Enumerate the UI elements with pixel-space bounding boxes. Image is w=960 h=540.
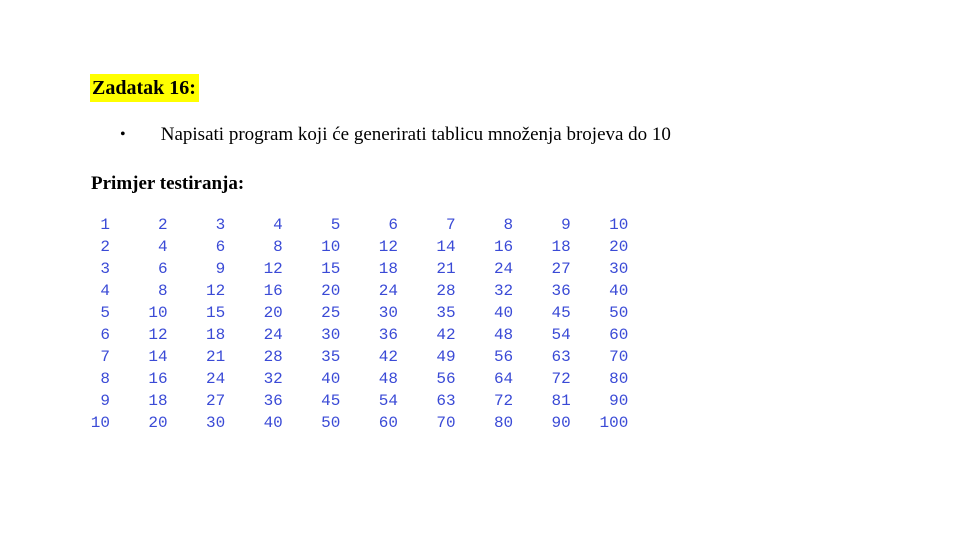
table-cell: 72 (551, 370, 571, 388)
task-text: Napisati program koji će generirati tablicu množenja brojeva do 10 (160, 124, 671, 145)
table-cell: 15 (205, 304, 226, 322)
table-cell: 40 (609, 282, 629, 300)
table-cell: 24 (205, 370, 226, 388)
table-cell: 27 (551, 260, 571, 278)
table-cell: 54 (378, 392, 398, 410)
table-cell: 32 (493, 282, 514, 300)
table-cell: 28 (436, 282, 456, 300)
task-description (120, 122, 671, 148)
table-cell: 9 (561, 216, 571, 234)
table-cell: 7 (100, 348, 110, 366)
table-cell: 5 (100, 304, 110, 322)
table-row (89, 258, 628, 280)
table-cell: 18 (551, 238, 571, 256)
table-cell: 48 (378, 370, 398, 388)
table-cell: 21 (205, 348, 226, 366)
table-cell: 8 (273, 238, 283, 256)
bullet-icon: • (120, 126, 126, 143)
table-cell: 16 (493, 238, 514, 256)
table-cell: 100 (599, 414, 629, 432)
table-row (89, 214, 628, 236)
table-cell: 10 (148, 304, 168, 322)
table-cell: 80 (493, 414, 514, 432)
table-cell: 64 (493, 370, 514, 388)
table-cell: 28 (263, 348, 283, 366)
table-cell: 56 (436, 370, 456, 388)
table-cell: 60 (609, 326, 629, 344)
table-cell: 35 (321, 348, 341, 366)
table-cell: 18 (378, 260, 398, 278)
table-cell: 12 (205, 282, 226, 300)
table-cell: 27 (205, 392, 226, 410)
table-cell: 30 (378, 304, 398, 322)
table-cell: 24 (263, 326, 283, 344)
table-cell: 70 (609, 348, 629, 366)
table-cell: 30 (321, 326, 341, 344)
table-cell: 4 (157, 238, 168, 256)
table-cell: 90 (609, 392, 629, 410)
table-cell: 14 (436, 238, 456, 256)
table-cell: 20 (609, 238, 629, 256)
table-row (89, 390, 628, 412)
table-cell: 36 (378, 326, 398, 344)
table-cell: 20 (321, 282, 341, 300)
table-cell: 15 (321, 260, 341, 278)
table-cell: 8 (503, 216, 514, 234)
multiplication-table (89, 214, 628, 434)
table-cell: 70 (436, 414, 456, 432)
table-cell: 18 (148, 392, 168, 410)
table-cell: 3 (100, 260, 110, 278)
table-cell: 45 (551, 304, 571, 322)
table-cell: 12 (378, 238, 398, 256)
table-cell: 60 (378, 414, 398, 432)
table-cell: 35 (436, 304, 456, 322)
table-cell: 6 (215, 238, 226, 256)
table-cell: 49 (436, 348, 456, 366)
table-cell: 24 (378, 282, 398, 300)
table-cell: 42 (436, 326, 456, 344)
table-cell: 2 (100, 238, 110, 256)
table-cell: 5 (330, 216, 341, 234)
table-cell: 10 (90, 414, 110, 432)
table-cell: 80 (609, 370, 629, 388)
table-cell: 30 (609, 260, 629, 278)
table-row (89, 280, 628, 302)
table-cell: 4 (100, 282, 110, 300)
table-cell: 48 (493, 326, 514, 344)
table-cell: 36 (263, 392, 283, 410)
table-cell: 20 (148, 414, 168, 432)
table-cell: 14 (148, 348, 168, 366)
table-cell: 45 (321, 392, 341, 410)
table-cell: 2 (157, 216, 168, 234)
table-cell: 24 (493, 260, 514, 278)
table-cell: 40 (321, 370, 341, 388)
table-cell: 40 (493, 304, 514, 322)
table-cell: 36 (551, 282, 571, 300)
table-cell: 10 (609, 216, 629, 234)
table-cell: 6 (100, 326, 110, 344)
table-cell: 63 (436, 392, 456, 410)
table-cell: 16 (263, 282, 283, 300)
table-cell: 12 (148, 326, 168, 344)
table-cell: 1 (100, 216, 110, 234)
table-cell: 20 (263, 304, 283, 322)
table-row (89, 236, 628, 258)
table-cell: 40 (263, 414, 283, 432)
table-row (89, 324, 628, 346)
table-cell: 8 (157, 282, 168, 300)
table-cell: 10 (321, 238, 341, 256)
table-cell: 18 (205, 326, 226, 344)
table-cell: 8 (100, 370, 110, 388)
table-cell: 4 (273, 216, 283, 234)
table-cell: 25 (321, 304, 341, 322)
table-cell: 3 (215, 216, 226, 234)
table-cell: 7 (445, 216, 456, 234)
table-cell: 42 (378, 348, 398, 366)
table-cell: 16 (148, 370, 168, 388)
table-cell: 63 (551, 348, 571, 366)
table-cell: 81 (551, 392, 571, 410)
table-cell: 12 (263, 260, 283, 278)
table-cell: 30 (205, 414, 226, 432)
table-row (89, 346, 628, 368)
table-row (89, 412, 628, 434)
table-cell: 50 (609, 304, 629, 322)
table-cell: 9 (215, 260, 226, 278)
table-cell: 21 (436, 260, 456, 278)
example-heading: Primjer testiranja: (91, 173, 245, 194)
table-cell: 32 (263, 370, 283, 388)
table-cell: 72 (493, 392, 514, 410)
table-cell: 9 (100, 392, 110, 410)
table-cell: 6 (157, 260, 168, 278)
table-cell: 6 (388, 216, 398, 234)
table-cell: 56 (493, 348, 514, 366)
task-title: Zadatak 16: (90, 74, 199, 102)
table-cell: 50 (321, 414, 341, 432)
table-row (89, 302, 628, 324)
table-row (89, 368, 628, 390)
table-cell: 54 (551, 326, 571, 344)
table-cell: 90 (551, 414, 571, 432)
